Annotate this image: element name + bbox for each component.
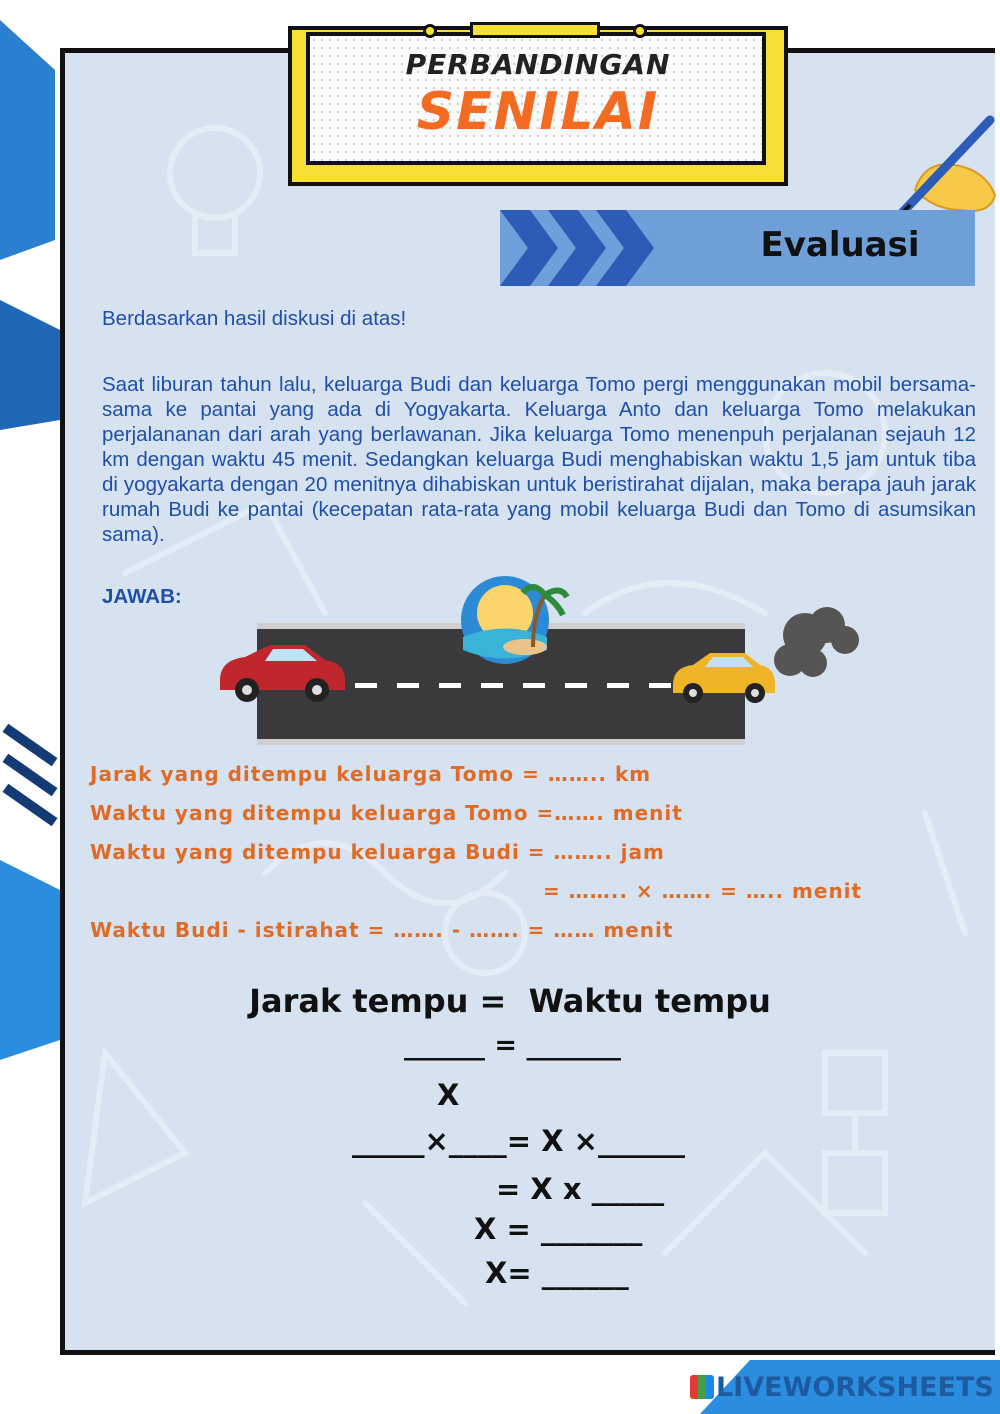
worksheet-line-5: Waktu Budi - istirahat = ……. - ……. = …… menit (90, 918, 674, 942)
formula-row-3: _____×____= X ×______ (352, 1124, 685, 1158)
chevron-icons (500, 210, 660, 286)
answer-label: JAWAB: (102, 585, 182, 608)
road-illustration (215, 575, 865, 750)
liveworksheets-logo (690, 1372, 994, 1403)
title-clip-ring-right (633, 24, 647, 38)
formula-row-5: X = _______ (474, 1212, 643, 1246)
formula-row-6: X= ______ (485, 1256, 629, 1290)
title-bottom: SENILAI (416, 82, 660, 142)
title-clip (470, 22, 600, 38)
worksheet-line-3: Waktu yang ditempu keluarga Budi = …….. jam (90, 840, 665, 864)
title-top: PERBANDINGAN (405, 48, 671, 81)
logo-mark-icon (690, 1375, 714, 1399)
hand-pen-icon (895, 110, 1000, 220)
formula-row-1: ______ = _______ (404, 1030, 621, 1061)
title-clip-ring-left (423, 24, 437, 38)
worksheet-line-4: = …….. × ……. = ….. menit (543, 879, 863, 903)
lightbulb-icon (170, 128, 260, 218)
section-label: Evaluasi (760, 225, 920, 265)
smoke-icon (774, 607, 859, 677)
intro-text: Berdasarkan hasil diskusi di atas! (102, 307, 407, 330)
story-problem: Saat liburan tahun lalu, keluarga Budi dan keluarga Tomo pergi menggunakan mobil bersama-sama ke pantai yang ada di Yogyakarta. Keluarga Anto dan keluarga Tomo melakukan perjalananan dari arah yang berlawanan. Jika keluarga Tomo menenpuh perjalanan sejauh 12 km dengan waktu 45 menit. Sedangkan keluarga Budi menghabiskan waktu 1,5 jam untuk tiba di yogyakarta dengan 20 menitnya dihabiskan untuk beristirahat dijalan, maka berapa jauh jarak rumah Budi ke pantai (kecepatan rata-rata yang mobil keluarga Budi dan Tomo di asumsikan sama). (102, 373, 976, 546)
worksheet-line-1: Jarak yang ditempu keluarga Tomo = …….. km (90, 762, 652, 786)
logo-text: LIVEWORKSHEETS (716, 1372, 994, 1403)
formula-row-4: = X x _____ (496, 1172, 665, 1206)
formula-heading: Jarak tempu = Waktu tempu (249, 982, 771, 1020)
worksheet-line-2: Waktu yang ditempu keluarga Tomo =……. menit (90, 801, 683, 825)
formula-row-2: X (437, 1078, 460, 1112)
